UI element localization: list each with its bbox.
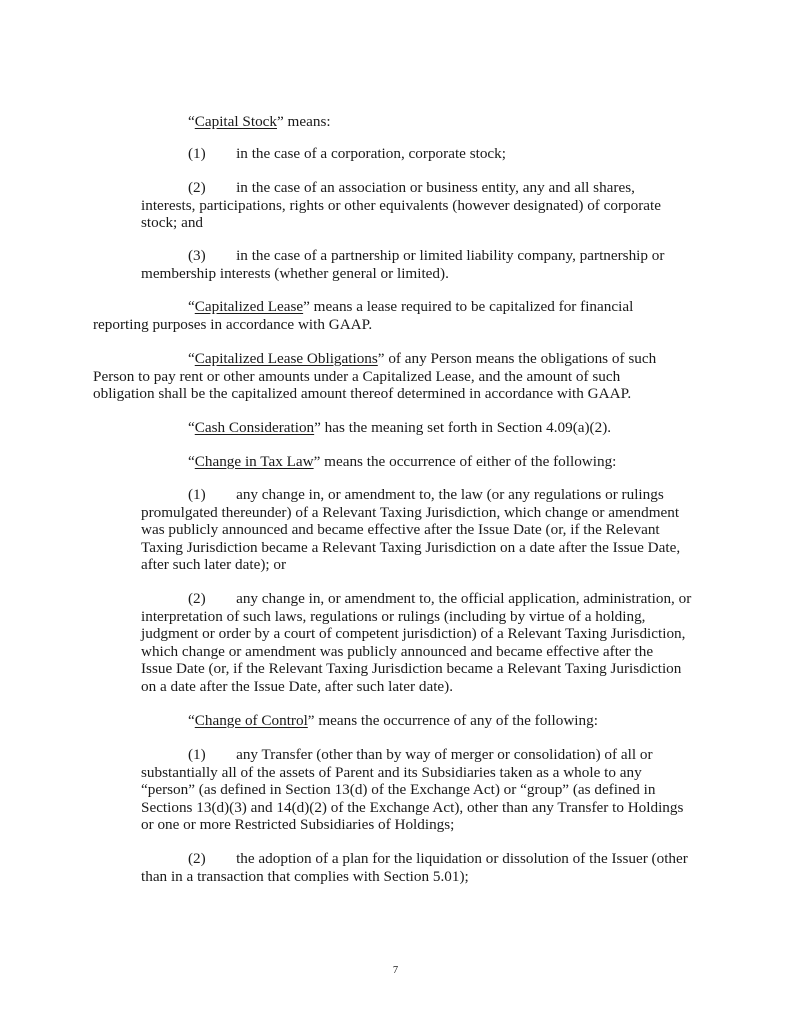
definition-text: ” means:	[277, 113, 331, 130]
definition-text: ” of any Person means the obligations of such Person to pay rent or other amounts under a Capitalized Lease, and the amount of such obligation shall be the capitalized amount thereof determined in accordance with GAAP.	[93, 350, 657, 403]
defined-term: Capitalized Lease	[194, 298, 304, 315]
clause-text: (3) in the case of a partnership or limited liability company, partnership or membership interests (whether general or limited).	[141, 247, 665, 282]
defined-term: Change in Tax Law	[194, 453, 314, 470]
defined-term: Capitalized Lease Obligations	[194, 350, 378, 367]
clause-capital-stock-3	[141, 247, 664, 282]
defined-term: Capital Stock	[194, 113, 278, 130]
clause-change-of-control-2	[141, 850, 688, 885]
definition-text: ” has the meaning set forth in Section 4.09(a)(2).	[314, 419, 612, 436]
definition-change-of-control	[93, 712, 598, 730]
open-quote: “	[188, 453, 195, 470]
defined-term: Change of Control	[194, 712, 308, 729]
definition-capitalized-lease	[93, 298, 633, 333]
clause-text: (2) any change in, or amendment to, the official application, administration, or interpretation of such laws, regulations or rulings (including by virtue of a holding, judgment or order by a court of competent jurisdiction) of a Relevant Taxing Jurisdiction, which change or amendment was publicly announced and became effective after the Issue Date (or, if the Relevant Taxing Jurisdiction became a Relevant Taxing Jurisdiction on a date after the Issue Date, after such later date).	[141, 590, 692, 695]
definition-text: ” means the occurrence of any of the following:	[307, 712, 598, 729]
clause-capital-stock-1: (1) in the case of a corporation, corporate stock;	[188, 145, 506, 162]
clause-text: (1) any Transfer (other than by way of merger or consolidation) of all or substantially all of the assets of Parent and its Subsidiaries taken as a whole to any “person” (as defined in Section 13(d) of the Exchange Act) or “group” (as defined in Sections 13(d)(3) and 14(d)(2) of the Exchange Act), other than any Transfer to Holdings or one or more Restricted Subsidiaries of Holdings;	[141, 746, 684, 834]
open-quote: “	[188, 298, 195, 315]
definition-text: ” means a lease required to be capitalized for financial reporting purposes in accordance with GAAP.	[93, 298, 634, 333]
open-quote: “	[188, 113, 195, 130]
clause-change-in-tax-law-1	[141, 486, 680, 574]
definition-capital-stock	[93, 113, 331, 131]
definition-capitalized-lease-obligations	[93, 350, 656, 403]
definition-cash-consideration	[93, 419, 611, 437]
definition-text: ” means the occurrence of either of the following:	[313, 453, 617, 470]
open-quote: “	[188, 419, 195, 436]
clause-text: (2) in the case of an association or business entity, any and all shares, interests, participations, rights or other equivalents (however designated) of corporate stock; and	[141, 179, 662, 232]
clause-capital-stock-2	[141, 179, 661, 232]
defined-term: Cash Consideration	[194, 419, 315, 436]
clause-change-of-control-1	[141, 746, 683, 834]
definition-change-in-tax-law	[93, 453, 616, 471]
open-quote: “	[188, 712, 195, 729]
clause-text: (1) any change in, or amendment to, the law (or any regulations or rulings promulgated thereunder) of a Relevant Taxing Jurisdiction, which change or amendment was publicly announced and became effective after the Issue Date (or, if the Relevant Taxing Jurisdiction became a Relevant Taxing Jurisdiction on a date after the Issue Date, after such later date); or	[141, 486, 681, 574]
clause-text: (2) the adoption of a plan for the liquidation or dissolution of the Issuer (other than in a transaction that complies with Section 5.01);	[141, 850, 688, 885]
page-number: 7	[392, 965, 399, 976]
clause-change-in-tax-law-2	[141, 590, 691, 696]
open-quote: “	[188, 350, 195, 367]
